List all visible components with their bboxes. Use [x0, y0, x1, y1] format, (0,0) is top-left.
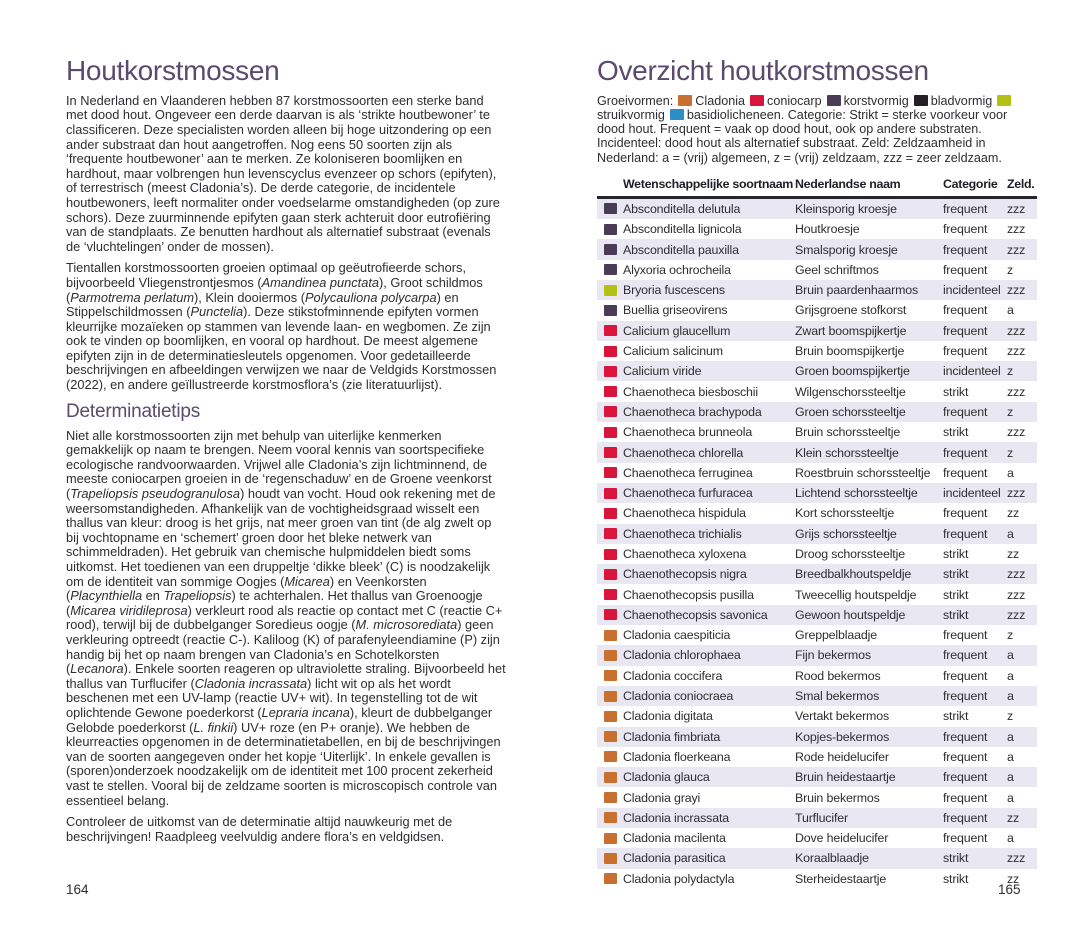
- category-cell: frequent: [943, 648, 988, 663]
- category-cell: strikt: [943, 425, 969, 440]
- legend-prefix: Groeivormen:: [597, 93, 674, 108]
- rarity-cell: zzz: [1007, 222, 1026, 237]
- table-row: [597, 239, 1037, 259]
- growth-form-cell: [597, 772, 623, 783]
- rarity-cell: a: [1007, 831, 1014, 846]
- scientific-name-cell: Buellia griseovirens: [623, 303, 728, 318]
- body-paragraph: Controleer de uitkomst van de determinatie altijd nauwkeurig met de beschrijvingen! Raadpleeg veelvuldig andere flora’s en veldgidsen.: [66, 814, 453, 844]
- table-row: [597, 828, 1037, 848]
- growth-form-cell: [597, 285, 623, 296]
- category-cell: frequent: [943, 344, 988, 359]
- growth-form-cell: [597, 549, 623, 560]
- scientific-name-cell: Cladonia glauca: [623, 770, 710, 785]
- dutch-name-cell: Smalsporig kroesje: [795, 242, 898, 257]
- category-cell: frequent: [943, 445, 988, 460]
- table-row: [597, 747, 1037, 767]
- rarity-cell: zzz: [1007, 384, 1026, 399]
- rarity-cell: a: [1007, 303, 1014, 318]
- table-body: [597, 199, 1037, 889]
- scientific-name-cell: Cladonia polydactyla: [623, 871, 735, 886]
- growth-form-swatch-icon: [604, 589, 617, 600]
- rarity-cell: zz: [1007, 547, 1020, 561]
- legend-suffix: . Categorie: Strikt = sterke voorkeur voor dood hout. Frequent = vaak op dood hout, ook op andere substraten. Incidenteel: dood hout als alternatief substraat. Zeld: Zeldzaamheid in Nederland: a = (vrij) algemeen, z = (vrij) zeldzaam, zzz = zeer zeldzaam.: [597, 108, 1008, 165]
- scientific-name-cell: Cladonia caespiticia: [623, 628, 731, 643]
- category-cell: incidenteel: [943, 283, 1001, 298]
- table-row: [597, 848, 1037, 868]
- scientific-name-cell: Cladonia coccifera: [623, 668, 723, 683]
- scientific-name-cell: Chaenotheca furfuracea: [623, 486, 753, 501]
- category-cell: frequent: [943, 242, 988, 257]
- category-cell: frequent: [943, 729, 988, 744]
- growth-form-legend: [597, 94, 1037, 165]
- growth-form-swatch-icon: [604, 630, 617, 641]
- scientific-name-cell: Absconditella pauxilla: [623, 242, 739, 257]
- category-cell: strikt: [943, 384, 969, 399]
- growth-form-cell: [597, 589, 623, 600]
- rarity-cell: z: [1007, 445, 1014, 460]
- table-row: [597, 808, 1037, 828]
- rarity-cell: zzz: [1007, 587, 1026, 602]
- category-cell: frequent: [943, 506, 988, 521]
- page-number-right: 165: [998, 882, 1021, 897]
- table-row: [597, 442, 1037, 462]
- dutch-name-cell: Breedbalkhoutspeldje: [795, 567, 912, 582]
- category-cell: strikt: [943, 709, 969, 724]
- growth-form-swatch-icon: [604, 264, 617, 275]
- table-row: [597, 280, 1037, 300]
- growth-form-cell: [597, 711, 623, 722]
- growth-form-cell: [597, 751, 623, 762]
- growth-form-swatch-icon: [604, 366, 617, 377]
- scientific-name-cell: Cladonia parasitica: [623, 851, 726, 866]
- growth-form-swatch-icon: [604, 833, 617, 844]
- growth-form-cell: [597, 691, 623, 702]
- growth-form-swatch-icon: [604, 670, 617, 681]
- growth-form-swatch-icon: [604, 244, 617, 255]
- growth-form-swatch-icon: [604, 467, 617, 478]
- table-row: [597, 605, 1037, 625]
- legend-item-label: coniocarp: [767, 93, 822, 108]
- category-cell: frequent: [943, 323, 988, 338]
- growth-form-swatch-icon: [604, 650, 617, 661]
- rarity-cell: zzz: [1007, 851, 1026, 866]
- growth-form-swatch-icon: [604, 427, 617, 438]
- dutch-name-cell: Sterheidestaartje: [795, 871, 887, 886]
- dutch-name-cell: Bruin heidestaartje: [795, 770, 896, 785]
- growth-form-swatch-icon: [750, 95, 764, 106]
- category-cell: frequent: [943, 526, 988, 541]
- growth-form-swatch-icon: [604, 447, 617, 458]
- growth-form-swatch-icon: [604, 285, 617, 296]
- category-cell: strikt: [943, 587, 969, 602]
- growth-form-swatch-icon: [604, 508, 617, 519]
- column-header-dutch: Nederlandse naam: [795, 176, 901, 191]
- table-row: [597, 483, 1037, 503]
- rarity-cell: zz: [1007, 506, 1020, 521]
- category-cell: frequent: [943, 749, 988, 764]
- growth-form-cell: [597, 488, 623, 499]
- scientific-name-cell: Chaenothecopsis pusilla: [623, 587, 754, 602]
- left-page-body: [66, 94, 506, 845]
- left-page: [66, 56, 506, 851]
- rarity-cell: zz: [1007, 810, 1020, 825]
- growth-form-swatch-icon: [604, 853, 617, 864]
- rarity-cell: z: [1007, 364, 1014, 379]
- growth-form-cell: [597, 305, 623, 316]
- category-cell: strikt: [943, 871, 969, 886]
- table-row: [597, 381, 1037, 401]
- growth-form-swatch-icon: [604, 772, 617, 783]
- scientific-name-cell: Chaenotheca hispidula: [623, 506, 746, 521]
- category-cell: frequent: [943, 831, 988, 846]
- table-row: [597, 503, 1037, 523]
- table-row: [597, 767, 1037, 787]
- right-page: [597, 56, 1037, 889]
- table-row: [597, 199, 1037, 219]
- legend-item-label: Cladonia: [695, 93, 746, 108]
- growth-form-cell: [597, 609, 623, 620]
- table-row: [597, 361, 1037, 381]
- growth-form-cell: [597, 833, 623, 844]
- category-cell: strikt: [943, 547, 969, 561]
- table-row: [597, 706, 1037, 726]
- rarity-cell: a: [1007, 790, 1014, 805]
- dutch-name-cell: Houtkroesje: [795, 222, 860, 237]
- table-row: [597, 584, 1037, 604]
- growth-form-swatch-icon: [670, 109, 684, 120]
- rarity-cell: z: [1007, 404, 1014, 419]
- category-cell: frequent: [943, 628, 988, 643]
- table-row: [597, 727, 1037, 747]
- growth-form-swatch-icon: [604, 609, 617, 620]
- category-cell: frequent: [943, 262, 988, 277]
- growth-form-cell: [597, 244, 623, 255]
- growth-form-swatch-icon: [827, 95, 841, 106]
- rarity-cell: a: [1007, 526, 1014, 541]
- legend-item-label: basidiolicheneen: [686, 108, 781, 122]
- dutch-name-cell: Geel schriftmos: [795, 262, 879, 277]
- category-cell: frequent: [943, 689, 988, 704]
- rarity-cell: a: [1007, 770, 1014, 785]
- growth-form-swatch-icon: [604, 711, 617, 722]
- growth-form-cell: [597, 467, 623, 478]
- growth-form-cell: [597, 670, 623, 681]
- table-row: [597, 869, 1037, 889]
- rarity-cell: z: [1007, 709, 1014, 724]
- scientific-name-cell: Alyxoria ochrocheila: [623, 262, 731, 277]
- scientific-name-cell: Absconditella lignicola: [623, 222, 742, 237]
- dutch-name-cell: Dove heidelucifer: [795, 831, 889, 846]
- scientific-name-cell: Chaenothecopsis nigra: [623, 567, 747, 582]
- dutch-name-cell: Rood bekermos: [795, 668, 881, 683]
- growth-form-swatch-icon: [604, 812, 617, 823]
- growth-form-swatch-icon: [604, 346, 617, 357]
- growth-form-swatch-icon: [604, 751, 617, 762]
- dutch-name-cell: Turflucifer: [795, 810, 848, 825]
- table-row: [597, 260, 1037, 280]
- rarity-cell: a: [1007, 648, 1014, 663]
- scientific-name-cell: Chaenotheca xyloxena: [623, 547, 747, 561]
- growth-form-cell: [597, 650, 623, 661]
- scientific-name-cell: Calicium salicinum: [623, 344, 723, 359]
- growth-form-cell: [597, 325, 623, 336]
- table-row: [597, 219, 1037, 239]
- growth-form-cell: [597, 346, 623, 357]
- scientific-name-cell: Cladonia incrassata: [623, 810, 729, 825]
- dutch-name-cell: Kopjes-bekermos: [795, 729, 890, 744]
- growth-form-swatch-icon: [604, 873, 617, 884]
- column-header-rarity: Zeld.: [1007, 176, 1035, 191]
- table-row: [597, 422, 1037, 442]
- scientific-name-cell: Chaenotheca brachypoda: [623, 404, 762, 419]
- rarity-cell: zzz: [1007, 201, 1026, 216]
- table-row: [597, 787, 1037, 807]
- dutch-name-cell: Rode heidelucifer: [795, 749, 889, 764]
- scientific-name-cell: Cladonia chlorophaea: [623, 648, 741, 663]
- table-row: [597, 300, 1037, 320]
- column-header-scientific: Wetenschappelijke soortnaam: [623, 176, 794, 191]
- page-title: Houtkorstmossen: [66, 55, 280, 86]
- dutch-name-cell: Bruin bekermos: [795, 790, 880, 805]
- growth-form-cell: [597, 264, 623, 275]
- body-paragraph: Niet alle korstmossoorten zijn met behulp van uiterlijke kenmerken gemakkelijk op naam te brengen. Neem vooral kennis van soortspecifieke ecologische randvoorwaarden. Vrijwel alle Cladonia’s zijn lichtminnend, de meeste coniocarpen groeien in de ‘regenschaduw’ en de Groene veenkorst (Trapeliopsis pseudogranulosa) houdt van vocht. Houd ook rekening met de weersomstandigheden. Afhankelijk van de vochtigheidsgraad wisselt een thallus van kleur: droog is het grijs, nat meer groen van tint (de alg zwelt op bij vochtopname en ‘schemert’ groen door het bleke netwerk van schimmeldraden). Het gebruik van chemische hulpmiddelen biedt soms uitkomst. Het toedienen van een druppeltje ‘dikke bleek’ (C) is noodzakelijk om de identiteit van sommige Oogjes (Micarea) en Veenkorsten (Placynthiella en Trapeliopsis) te achterhalen. Het thallus van Groenoogje (Micarea viridileprosa) verkleurt rood als reactie op contact met C (reactie C+ rood), terwijl bij de dubbelganger Soredieus oogje (M. microsorediata) geen verkleuring optreedt (reactie C-). Kaliloog (K) of parafenyleendiamine (P) zijn handig bij het op naam brengen van Cladonia’s en Schotelkorsten (Lecanora). Enkele soorten reageren op ultraviolette straling. Bijvoorbeeld het thallus van Turflucifer (Cladonia incrassata) licht wit op als het wordt beschenen met een UV-lamp (reactie UV+ wit). In tegenstelling tot de wit oplichtende Gewone poederkorst (Lepraria incana), kleurt de dubbelganger Gelobde poederkorst (L. finkii) UV+ roze (en P+ oranje). We hebben de kleurreacties opgenomen in de determinatietabellen, en bij de beschrijvingen van de soorten aangegeven onder het kopje ‘Uiterlijk’. In enkele gevallen is (sporen)onderzoek noodzakelijk om de identiteit met 100 procent zekerheid vast te stellen. Vooral bij de zeldzame soorten is microscopisch controle van essentieel belang.: [66, 427, 506, 808]
- scientific-name-cell: Chaenotheca ferruginea: [623, 465, 753, 480]
- scientific-name-cell: Chaenotheca chlorella: [623, 445, 744, 460]
- rarity-cell: zzz: [1007, 323, 1026, 338]
- table-row: [597, 686, 1037, 706]
- body-paragraph: In Nederland en Vlaanderen hebben 87 korstmossoorten een sterke band met dood hout. Ongeveer een derde daarvan is als ‘strikte houtbewoner’ te classificeren. Deze specialisten worden alleen bij hoge uitzondering op een ander substraat dan hout aangetroffen. Nog eens 50 soorten zijn als ‘frequente houtbewoner’ aan te merken. Ze koloniseren boomlijken en hardhout, maar volbrengen hun levenscyclus evenzeer op schors (epifyten), of terrestrisch (meest Cladonia’s). De derde categorie, de incidentele houtbewoners, leeft normaliter onder voedselarme omstandigheden (op zure schors). Deze zuurminnende epifyten gaan sterk achteruit door eutrofiëring van de standplaats. Ze benutten hardhout als alternatief substraat (evenals de ‘vluchtelingen’ onder de mossen).: [66, 92, 500, 254]
- scientific-name-cell: Cladonia floerkeana: [623, 749, 731, 764]
- scientific-name-cell: Chaenotheca trichialis: [623, 526, 742, 541]
- growth-form-cell: [597, 853, 623, 864]
- table-row: [597, 524, 1037, 544]
- species-table: [597, 174, 1037, 889]
- category-cell: frequent: [943, 222, 988, 237]
- table-row: [597, 321, 1037, 341]
- rarity-cell: zzz: [1007, 567, 1026, 582]
- dutch-name-cell: Groen boomspijkertje: [795, 364, 910, 379]
- growth-form-swatch-icon: [604, 488, 617, 499]
- scientific-name-cell: Cladonia digitata: [623, 709, 713, 724]
- dutch-name-cell: Vertakt bekermos: [795, 709, 890, 724]
- growth-form-swatch-icon: [604, 792, 617, 803]
- legend-item-label: struikvormig: [597, 108, 665, 122]
- column-header-category: Categorie: [943, 176, 998, 191]
- table-row: [597, 544, 1037, 564]
- category-cell: frequent: [943, 790, 988, 805]
- rarity-cell: zzz: [1007, 283, 1026, 298]
- scientific-name-cell: Cladonia coniocraea: [623, 689, 734, 704]
- scientific-name-cell: Chaenotheca biesboschii: [623, 384, 759, 399]
- body-paragraph: Tientallen korstmossoorten groeien optimaal op geëutrofieerde schors, bijvoorbeeld Vliegenstrontjesmos (Amandinea punctata), Groot schildmos (Parmotrema perlatum), Klein dooiermos (Polycauliona polycarpa) en Stippelschildmossen (Punctelia). Deze stikstofminnende epifyten vormen kleurrijke mozaïeken op stammen van levende laan- en wegbomen. Ze zijn ook te vinden op boomlijken, en vooral op hardhout. De meest algemene epifyten zijn in de determinatiesleutels opgenomen. Voor gedetailleerde beschrijvingen en afbeeldingen verwijzen we naar de Veldgids Korstmossen (2022), en andere geïllustreerde korstmosflora’s (zie literatuurlijst).: [66, 260, 497, 393]
- dutch-name-cell: Smal bekermos: [795, 689, 880, 704]
- growth-form-cell: [597, 792, 623, 803]
- category-cell: incidenteel: [943, 364, 1001, 379]
- growth-form-swatch-icon: [604, 203, 617, 214]
- growth-form-swatch-icon: [604, 325, 617, 336]
- scientific-name-cell: Cladonia macilenta: [623, 831, 726, 846]
- growth-form-cell: [597, 812, 623, 823]
- dutch-name-cell: Koraalblaadje: [795, 851, 869, 866]
- growth-form-swatch-icon: [604, 549, 617, 560]
- rarity-cell: zz: [1007, 871, 1020, 886]
- rarity-cell: a: [1007, 749, 1014, 764]
- growth-form-cell: [597, 630, 623, 641]
- category-cell: frequent: [943, 668, 988, 683]
- scientific-name-cell: Chaenothecopsis savonica: [623, 607, 768, 622]
- growth-form-cell: [597, 224, 623, 235]
- dutch-name-cell: Bruin schorssteeltje: [795, 425, 901, 440]
- growth-form-swatch-icon: [604, 691, 617, 702]
- dutch-name-cell: Tweecellig houtspeldje: [795, 587, 917, 602]
- category-cell: frequent: [943, 810, 988, 825]
- scientific-name-cell: Absconditella delutula: [623, 201, 741, 216]
- rarity-cell: a: [1007, 668, 1014, 683]
- rarity-cell: zzz: [1007, 486, 1026, 501]
- dutch-name-cell: Roestbruin schorssteeltje: [795, 465, 931, 480]
- growth-form-swatch-icon: [914, 95, 928, 106]
- growth-form-swatch-icon: [604, 406, 617, 417]
- scientific-name-cell: Calicium glaucellum: [623, 323, 731, 338]
- dutch-name-cell: Droog schorssteeltje: [795, 547, 905, 561]
- dutch-name-cell: Gewoon houtspeldje: [795, 607, 906, 622]
- dutch-name-cell: Kleinsporig kroesje: [795, 201, 897, 216]
- table-row: [597, 402, 1037, 422]
- growth-form-swatch-icon: [604, 224, 617, 235]
- growth-form-swatch-icon: [997, 95, 1011, 106]
- dutch-name-cell: Lichtend schorssteeltje: [795, 486, 918, 501]
- dutch-name-cell: Groen schorssteeltje: [795, 404, 906, 419]
- dutch-name-cell: Kort schorssteeltje: [795, 506, 895, 521]
- rarity-cell: a: [1007, 729, 1014, 744]
- table-row: [597, 341, 1037, 361]
- growth-form-swatch-icon: [604, 731, 617, 742]
- page-number-left: 164: [66, 882, 89, 897]
- dutch-name-cell: Fijn bekermos: [795, 648, 871, 663]
- growth-form-cell: [597, 731, 623, 742]
- section-heading: Determinatietips: [66, 400, 201, 422]
- dutch-name-cell: Klein schorssteeltje: [795, 445, 899, 460]
- table-row: [597, 666, 1037, 686]
- rarity-cell: zzz: [1007, 607, 1026, 622]
- category-cell: strikt: [943, 567, 969, 582]
- category-cell: frequent: [943, 465, 988, 480]
- growth-form-cell: [597, 406, 623, 417]
- rarity-cell: zzz: [1007, 242, 1026, 257]
- table-row: [597, 645, 1037, 665]
- rarity-cell: a: [1007, 689, 1014, 704]
- scientific-name-cell: Cladonia fimbriata: [623, 729, 721, 744]
- growth-form-swatch-icon: [678, 95, 692, 106]
- rarity-cell: a: [1007, 465, 1014, 480]
- growth-form-cell: [597, 873, 623, 884]
- scientific-name-cell: Calicium viride: [623, 364, 702, 379]
- growth-form-cell: [597, 569, 623, 580]
- growth-form-swatch-icon: [604, 569, 617, 580]
- dutch-name-cell: Bruin boomspijkertje: [795, 344, 905, 359]
- dutch-name-cell: Greppelblaadje: [795, 628, 877, 643]
- rarity-cell: zzz: [1007, 344, 1026, 359]
- growth-form-cell: [597, 447, 623, 458]
- category-cell: frequent: [943, 303, 988, 318]
- category-cell: frequent: [943, 404, 988, 419]
- scientific-name-cell: Chaenotheca brunneola: [623, 425, 753, 440]
- growth-form-cell: [597, 203, 623, 214]
- dutch-name-cell: Grijsgroene stofkorst: [795, 303, 907, 318]
- growth-form-swatch-icon: [604, 386, 617, 397]
- growth-form-cell: [597, 386, 623, 397]
- category-cell: strikt: [943, 851, 969, 866]
- legend-item-label: bladvormig: [930, 93, 993, 108]
- growth-form-cell: [597, 528, 623, 539]
- category-cell: strikt: [943, 607, 969, 622]
- growth-form-cell: [597, 508, 623, 519]
- legend-item-label: korstvormig: [843, 93, 909, 108]
- category-cell: frequent: [943, 201, 988, 216]
- growth-form-cell: [597, 366, 623, 377]
- dutch-name-cell: Wilgenschorssteeltje: [795, 384, 906, 399]
- table-row: [597, 463, 1037, 483]
- rarity-cell: zzz: [1007, 425, 1026, 440]
- growth-form-swatch-icon: [604, 528, 617, 539]
- dutch-name-cell: Bruin paardenhaarmos: [795, 283, 919, 298]
- dutch-name-cell: Grijs schorssteeltje: [795, 526, 897, 541]
- scientific-name-cell: Cladonia grayi: [623, 790, 701, 805]
- dutch-name-cell: Zwart boomspijkertje: [795, 323, 907, 338]
- growth-form-swatch-icon: [604, 305, 617, 316]
- category-cell: frequent: [943, 770, 988, 785]
- category-cell: incidenteel: [943, 486, 1001, 501]
- table-header-row: [597, 174, 1037, 199]
- overview-title: Overzicht houtkorstmossen: [597, 55, 929, 86]
- growth-form-cell: [597, 427, 623, 438]
- rarity-cell: z: [1007, 262, 1014, 277]
- scientific-name-cell: Bryoria fuscescens: [623, 283, 725, 298]
- rarity-cell: z: [1007, 628, 1014, 643]
- table-row: [597, 625, 1037, 645]
- table-row: [597, 564, 1037, 584]
